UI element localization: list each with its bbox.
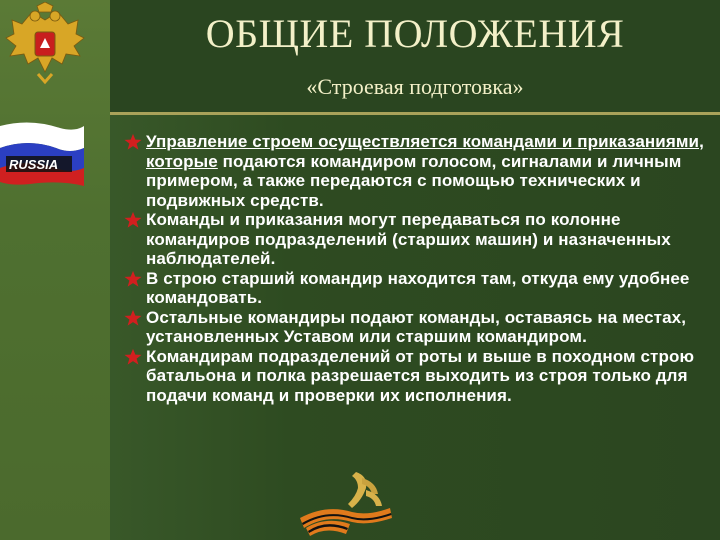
coat-of-arms-icon	[2, 2, 88, 88]
bullet-list	[124, 132, 714, 405]
item-text: Командирам подразделений от роты и выше в походном строю батальона и полка разрешается выходить из строя только для подачи команд и проверки их исполнения.	[146, 346, 695, 405]
list-item	[124, 308, 714, 347]
list-item	[124, 132, 714, 210]
item-text: подаются командиром голосом, сигналами и личным примером, а также передаются с помощью технических и подвижных средств.	[146, 151, 682, 210]
russia-flag-icon	[0, 118, 84, 188]
star-bullet-icon	[124, 348, 142, 366]
item-text: В строю старший командир находится там, откуда ему удобнее командовать.	[146, 268, 690, 307]
flag-label: RUSSIA	[9, 157, 59, 172]
list-item	[124, 347, 714, 406]
list-item	[124, 269, 714, 308]
item-text: Остальные командиры подают команды, оставаясь на местах, установленных Уставом или старшим командиром.	[146, 307, 687, 346]
star-bullet-icon	[124, 133, 142, 151]
star-bullet-icon	[124, 270, 142, 288]
page-subtitle: «Строевая подготовка»	[306, 74, 524, 99]
list-item	[124, 210, 714, 269]
star-bullet-icon	[124, 309, 142, 327]
title-divider	[110, 112, 720, 115]
page-title: ОБЩИЕ ПОЛОЖЕНИЯ	[205, 11, 625, 56]
st-george-ribbon-icon	[296, 468, 396, 538]
item-underlined-text: Управление строем осуществляется командами и приказаниями, которые	[146, 132, 704, 171]
item-text: Команды и приказания могут передаваться по колонне командиров подразделений (старших машин) и назначенных наблюдателей.	[146, 210, 671, 268]
star-bullet-icon	[124, 211, 142, 229]
